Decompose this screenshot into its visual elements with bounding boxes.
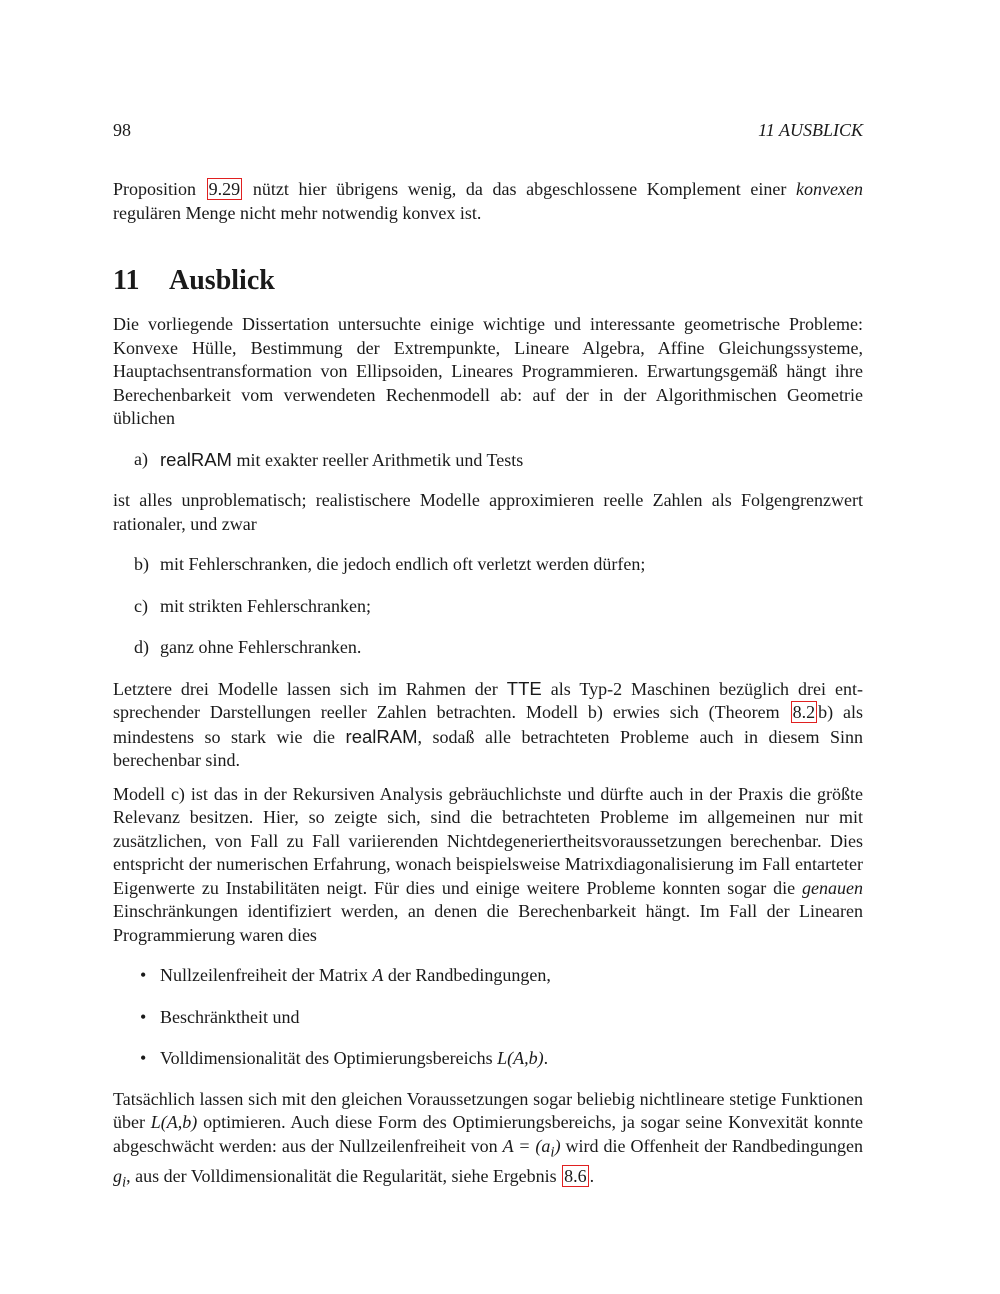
para5-text-2: optimieren. Auch diese Form des Optimierungsbereichs, ja sogar seine Konvexität konnte abgeschwächt werden: aus der Nullzeilenfreiheit von: [113, 1112, 863, 1156]
section-heading: [113, 265, 863, 297]
bullet-text: Volldimensionalität des Optimierungsbereichs: [160, 1048, 498, 1068]
math-domain: L(A,b): [150, 1112, 198, 1132]
list-item: [113, 1047, 863, 1071]
para5-text-1: Tatsächlich lassen sich mit den gleichen Voraussetzungen sogar beliebig nichtlineare stetige Funktionen über: [113, 1088, 863, 1132]
section-number: 11: [113, 265, 140, 296]
math-constraint: [113, 1165, 127, 1191]
intro-paragraph: [113, 178, 863, 225]
bullet-text: Nullzeilenfreiheit der Matrix: [160, 965, 373, 985]
math-matrix-def: [502, 1135, 561, 1161]
list-item: [113, 964, 863, 988]
list-item: [113, 595, 863, 619]
para4-text-2: Einschränkungen identifiziert werden, an denen die Berechenbarkeit hängt. Im Fall der Linearen Programmierung waren dies: [113, 901, 863, 945]
para5-text-5: .: [589, 1165, 595, 1186]
proposition-link[interactable]: 9.29: [208, 179, 241, 199]
list-item: [113, 636, 863, 660]
para5-text-3: wird die Offenheit der Randbedingungen: [560, 1135, 864, 1156]
paragraph-2: ist alles unproblematisch; realistischere Modelle approximieren reelle Zahlen als Folgengrenzwert rationaler, und zwar: [113, 490, 863, 534]
list-label: b): [134, 554, 149, 574]
intro-text-3: regulären Menge nicht mehr notwendig konvex ist.: [113, 202, 482, 223]
para3-text-4: , sodaß alle betrachteten Probleme auch in diesem Sinn berechenbar sind.: [113, 726, 863, 770]
intro-emphasis: konvexen: [796, 179, 863, 199]
bullet-icon: •: [140, 965, 147, 985]
paragraph-1: Die vorliegende Dissertation untersuchte einige wichtige und interessante geometrische Probleme: Konvexe Hülle, Bestimmung der Extrempunkte, Lineare Algebra, Affine Gleichungssysteme, Hauptachsentransformation von Ellipsoiden, Lineares Programmieren. Erwartungsgemäß hängt ihre Berechenbarkeit vom verwendeten Rechenmodell ab: auf der in der Algorithmischen Geometrie üblichen: [113, 314, 863, 428]
list-label: c): [134, 595, 148, 616]
theorem-link[interactable]: 8.2: [792, 702, 816, 722]
list-item: [113, 1006, 863, 1030]
page-content: [113, 178, 863, 1195]
para4-text-1: Modell c) ist das in der Rekursiven Analysis gebräuchlichste und dürfte auch in der Praxis die größte Relevanz besitzen. Hier, so zeigte sich, sind die betrachteten Probleme im allgemeinen nur mit zusätzlichen, von Fall zu Fall variierenden Nichtdegeneriertheitsvoraussetzungen berechenbar. Dies entspricht der numerischen Erfahrung, wonach beispielsweise Matrixdiagonalisierung im Fall entarteter Eigenwerte zu Instabilitäten neigt. Für dies und einige weitere Probleme konnten sogar die: [113, 783, 863, 898]
realram-term: realRAM: [160, 448, 232, 470]
tte-term: TTE: [506, 677, 542, 699]
math-part: A = (a: [502, 1135, 551, 1156]
math-part: ): [554, 1135, 561, 1156]
bullet-icon: •: [140, 1048, 147, 1068]
bullet-text: der Randbedingungen,: [383, 965, 551, 985]
math-matrix-a: A: [372, 965, 384, 985]
realram-term: realRAM: [345, 725, 418, 747]
list-item: [113, 553, 863, 577]
page-number: 98: [113, 120, 131, 140]
math-subscript: i: [550, 1144, 555, 1161]
math-part: g: [113, 1165, 122, 1186]
intro-text-2: nützt hier übrigens wenig, da das abgeschlossene Komplement einer: [243, 179, 797, 199]
result-link[interactable]: 8.6: [564, 1165, 587, 1186]
para3-text-1: Letztere drei Modelle lassen sich im Rahmen der: [113, 678, 507, 699]
list-item-text: mit strikten Fehlerschranken;: [160, 595, 371, 616]
model-list-a: [113, 448, 863, 473]
para5-text-4: , aus der Volldimensionalität die Regularität, siehe Ergebnis: [126, 1165, 562, 1186]
math-subscript: i: [122, 1174, 127, 1191]
list-item-text: ganz ohne Fehlerschranken.: [160, 637, 362, 657]
conditions-list: [113, 964, 863, 1071]
para3-text-3: b) als mindestens so stark wie die: [113, 702, 864, 747]
paragraph-5: [113, 1088, 863, 1195]
list-label: d): [134, 637, 149, 657]
bullet-text: .: [543, 1048, 549, 1068]
running-title: 11 AUSBLICK: [758, 120, 863, 140]
intro-text-1: Proposition: [113, 179, 206, 199]
bullet-icon: •: [140, 1006, 147, 1027]
list-label: a): [134, 448, 148, 469]
list-item-text: mit exakter reeller Arithmetik und Tests: [231, 449, 524, 470]
math-domain: L(A,b): [497, 1048, 544, 1068]
bullet-text: Beschränktheit und: [160, 1006, 300, 1027]
list-item-text: mit Fehlerschranken, die jedoch endlich oft verletzt werden dürfen;: [160, 554, 646, 574]
para4-emphasis: genauen: [802, 877, 863, 898]
list-item: [113, 448, 863, 473]
section-title: Ausblick: [169, 265, 275, 296]
model-list-bcd: [113, 553, 863, 660]
paragraph-4: [113, 783, 863, 948]
paragraph-3: [113, 677, 863, 773]
para3-text-2: als Typ-2 Maschinen bezüglich drei entsprechender Darstellungen reeller Zahlen betrachten. Modell b) erwies sich (Theorem: [113, 678, 864, 722]
